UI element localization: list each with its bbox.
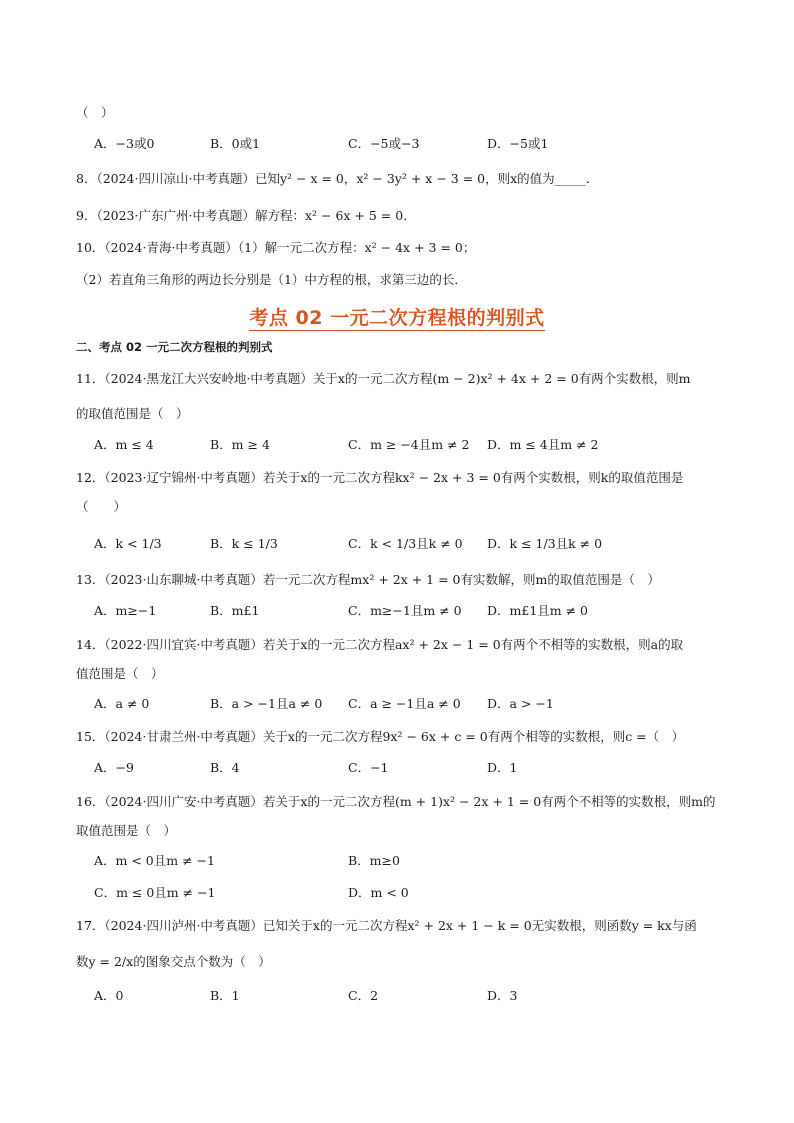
q13-option-a[interactable]: A．m≥−1	[94, 603, 157, 618]
q15-option-d[interactable]: D．1	[487, 760, 518, 775]
q14-option-c[interactable]: C．a ≥ −1且a ≠ 0	[348, 696, 461, 711]
q11-option-b[interactable]: B．m ≥ 4	[210, 437, 270, 452]
q17-option-b[interactable]: B．1	[210, 988, 240, 1003]
q7-option-b[interactable]: B．0或1	[210, 136, 261, 151]
section-heading	[0, 303, 794, 330]
q16-option-d[interactable]: D．m < 0	[348, 885, 409, 900]
question-16-line-2: 取值范围是（ ）	[76, 823, 177, 838]
q7-option-a[interactable]: A．−3或0	[94, 136, 155, 151]
question-14-line-1: 14．（2022·四川宜宾·中考真题）若关于x的一元二次方程ax² + 2x − 1 = 0有两个不相等的实数根，则a的取	[76, 637, 684, 652]
q16-option-a[interactable]: A．m < 0且m ≠ −1	[94, 853, 215, 868]
q11-option-c[interactable]: C．m ≥ −4且m ≠ 2	[348, 437, 470, 452]
question-17-line-1: 17．（2024·四川泸州·中考真题）已知关于x的一元二次方程x² + 2x + 1 − k = 0无实数根，则函数y = kx与函	[76, 918, 697, 933]
q7-option-c[interactable]: C．−5或−3	[348, 136, 420, 151]
q14-option-a[interactable]: A．a ≠ 0	[94, 696, 150, 711]
q13-option-b[interactable]: B．m£1	[210, 603, 260, 618]
q15-option-b[interactable]: B．4	[210, 760, 240, 775]
q12-option-d[interactable]: D．k ≤ 1/3且k ≠ 0	[487, 536, 603, 551]
q16-option-b[interactable]: B．m≥0	[348, 853, 400, 868]
question-15: 15．（2024·甘肃兰州·中考真题）关于x的一元二次方程9x² − 6x + c = 0有两个相等的实数根，则c =（ ）	[76, 729, 685, 744]
q11-option-d[interactable]: D．m ≤ 4且m ≠ 2	[487, 437, 599, 452]
question-9: 9．（2023·广东广州·中考真题）解方程：x² − 6x + 5 = 0．	[76, 208, 416, 223]
q15-option-c[interactable]: C．−1	[348, 760, 389, 775]
question-17-line-2: 数y = 2/x的图象交点个数为（ ）	[76, 954, 271, 969]
question-10-part-2: （2）若直角三角形的两边长分别是（1）中方程的根，求第三边的长．	[76, 272, 467, 287]
q17-option-d[interactable]: D．3	[487, 988, 518, 1003]
q17-option-c[interactable]: C．2	[348, 988, 379, 1003]
q13-option-c[interactable]: C．m≥−1且m ≠ 0	[348, 603, 462, 618]
section-subheading: 二、考点 02 一元二次方程根的判别式	[76, 340, 273, 354]
question-13: 13．（2023·山东聊城·中考真题）若一元二次方程mx² + 2x + 1 = 0有实数解，则m的取值范围是（ ）	[76, 572, 660, 587]
q12-option-c[interactable]: C．k < 1/3且k ≠ 0	[348, 536, 463, 551]
q16-option-c[interactable]: C．m ≤ 0且m ≠ −1	[94, 885, 216, 900]
question-11-line-1: 11．（2024·黑龙江大兴安岭地·中考真题）关于x的一元二次方程(m − 2)x² + 4x + 2 = 0有两个实数根，则m	[76, 371, 691, 386]
q17-option-a[interactable]: A．0	[94, 988, 124, 1003]
question-11-line-2: 的取值范围是（ ）	[76, 406, 189, 421]
q13-option-d[interactable]: D．m£1且m ≠ 0	[487, 603, 589, 618]
question-14-line-2: 值范围是（ ）	[76, 666, 164, 681]
question-12-line-2: （ ）	[76, 499, 127, 514]
q12-option-b[interactable]: B．k ≤ 1/3	[210, 536, 278, 551]
q11-option-a[interactable]: A．m ≤ 4	[94, 437, 154, 452]
question-12-line-1: 12．（2023·辽宁锦州·中考真题）若关于x的一元二次方程kx² − 2x + 3 = 0有两个实数根，则k的取值范围是	[76, 470, 684, 485]
question-8: 8．（2024·四川凉山·中考真题）已知y² − x = 0，x² − 3y² + x − 3 = 0，则x的值为_____．	[76, 171, 599, 186]
question-10-part-1: 10．（2024·青海·中考真题）（1）解一元二次方程：x² − 4x + 3 = 0；	[76, 240, 476, 255]
question-16-line-1: 16．（2024·四川广安·中考真题）若关于x的一元二次方程(m + 1)x² − 2x + 1 = 0有两个不相等的实数根，则m的	[76, 794, 716, 809]
q15-option-a[interactable]: A．−9	[94, 760, 134, 775]
q7-answer-bracket: （ ）	[76, 105, 114, 120]
section-heading-text: 考点 02 一元二次方程根的判别式	[249, 307, 545, 329]
q12-option-a[interactable]: A．k < 1/3	[94, 536, 162, 551]
q7-option-d[interactable]: D．−5或1	[487, 136, 549, 151]
q14-option-d[interactable]: D．a > −1	[487, 696, 554, 711]
q14-option-b[interactable]: B．a > −1且a ≠ 0	[210, 696, 323, 711]
